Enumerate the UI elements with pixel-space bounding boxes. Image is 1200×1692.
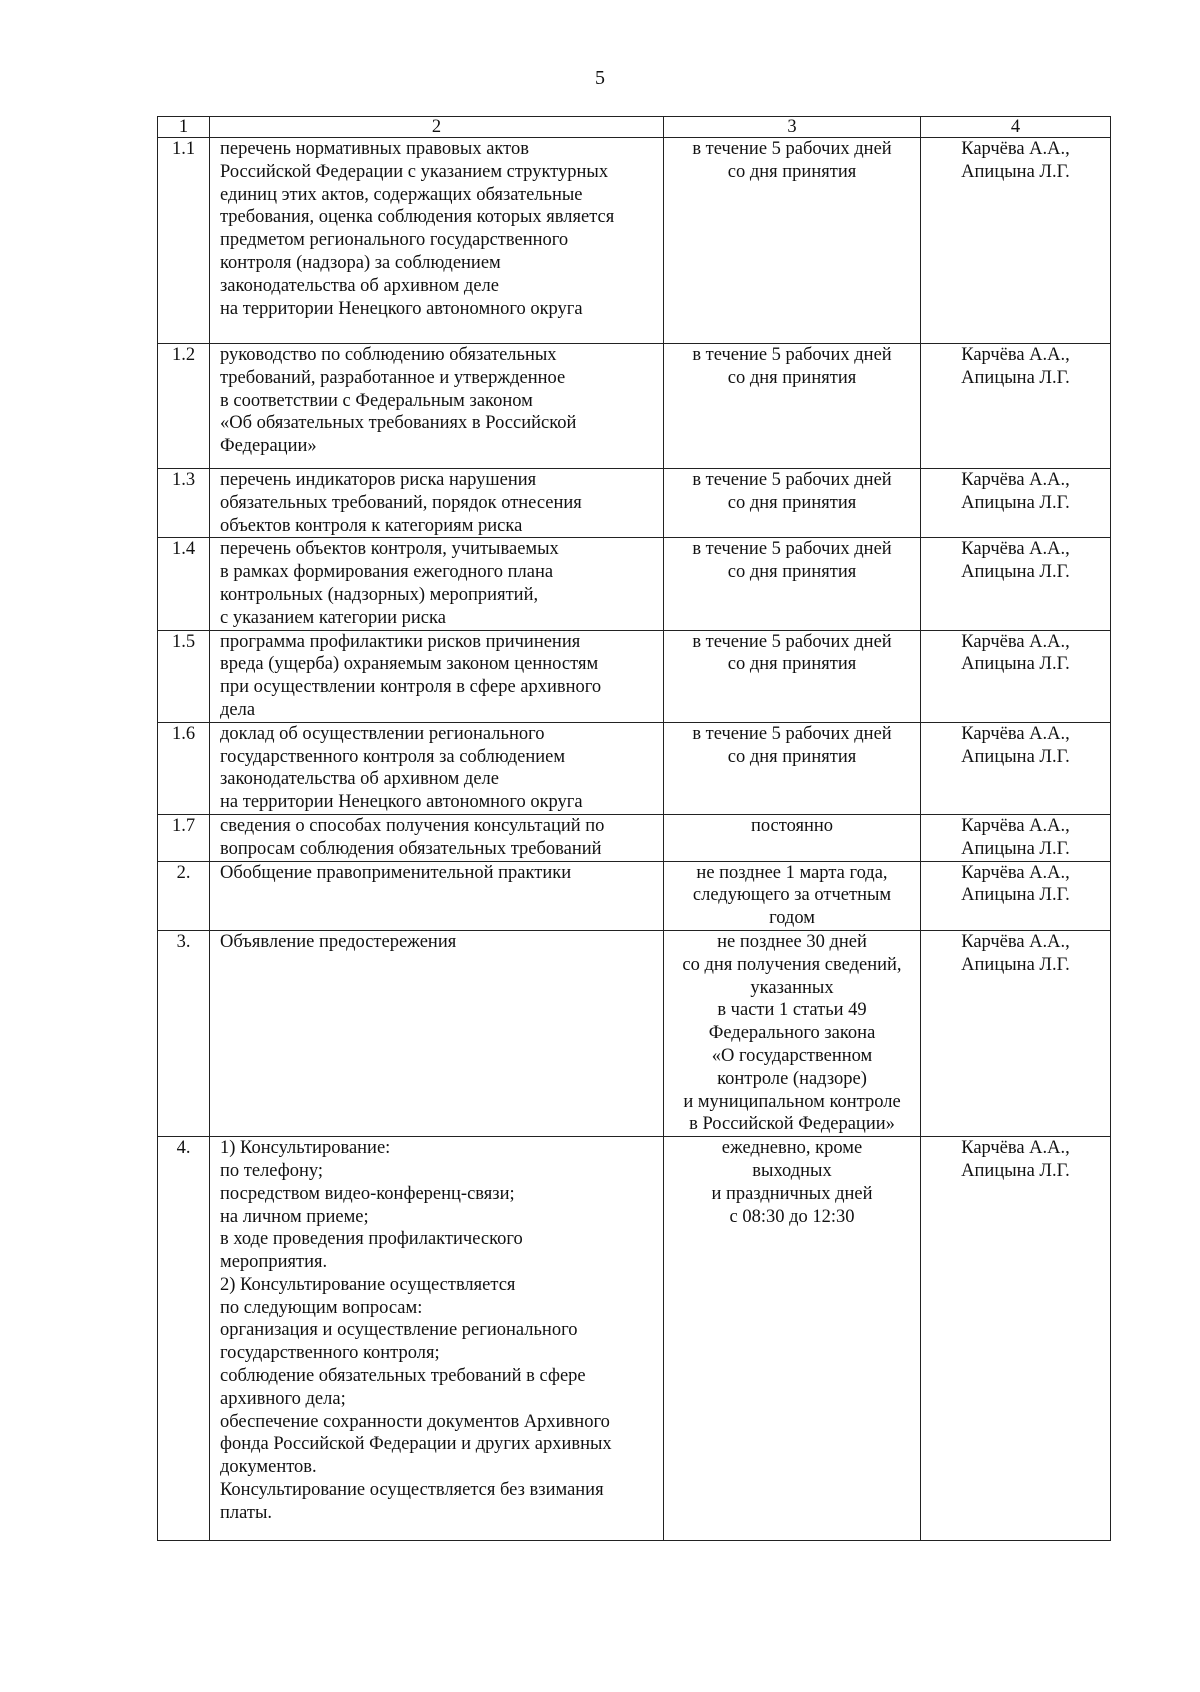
term-cell xyxy=(664,930,921,1136)
measure-cell xyxy=(210,469,664,538)
measure-cell-line: 1) Консультирование: xyxy=(220,1138,391,1159)
term-cell-line: ежедневно, кроме xyxy=(721,1138,863,1159)
measure-cell-line: при осуществлении контроля в сфере архивного xyxy=(220,677,602,698)
measure-cell xyxy=(210,538,664,630)
measure-cell-line: Российской Федерации с указанием структурных xyxy=(220,161,609,182)
measure-cell-line: организация и осуществление регионального xyxy=(220,1320,578,1341)
row-number-cell: 3. xyxy=(158,930,210,1136)
responsible-cell xyxy=(921,930,1111,1136)
measure-cell-line: на территории Ненецкого автономного округа xyxy=(220,792,583,813)
measure-cell-line: с указанием категории риска xyxy=(220,607,446,628)
term-cell-line: не позднее 1 марта года, xyxy=(696,862,888,883)
responsible-cell xyxy=(921,344,1111,469)
responsible-cell-line: Карчёва А.А., xyxy=(961,931,1070,952)
responsible-cell-line: Карчёва А.А., xyxy=(961,470,1070,490)
term-cell-line: годом xyxy=(769,908,815,929)
responsible-cell-line: Апицына Л.Г. xyxy=(961,161,1070,182)
measure-cell-line: вреда (ущерба) охраняемым законом ценностям xyxy=(220,654,599,675)
term-cell-line: в течение 5 рабочих дней xyxy=(692,470,892,490)
table-row xyxy=(158,722,1111,814)
term-cell-line: не позднее 30 дней xyxy=(717,931,867,952)
measure-cell-line: обеспечение сохранности документов Архивного xyxy=(220,1411,610,1432)
table-row xyxy=(158,1137,1111,1541)
responsible-cell-line: Апицына Л.Г. xyxy=(961,654,1070,675)
header-cell-measure: 2 xyxy=(210,117,664,138)
measure-cell-line: государственного контроля за соблюдением xyxy=(220,746,566,767)
measure-cell-line: Объявление предостережения xyxy=(220,931,457,952)
term-cell-line: в течение 5 рабочих дней xyxy=(692,539,892,560)
responsible-cell-line: Апицына Л.Г. xyxy=(961,885,1070,906)
measure-cell xyxy=(210,930,664,1136)
term-cell xyxy=(664,861,921,930)
term-cell-line: со дня принятия xyxy=(727,746,857,767)
responsible-cell xyxy=(921,138,1111,344)
responsible-cell-line: Карчёва А.А., xyxy=(961,139,1070,159)
row-number-cell: 1.6 xyxy=(158,722,210,814)
measure-cell xyxy=(210,861,664,930)
measure-cell xyxy=(210,1137,664,1541)
responsible-cell-line: Апицына Л.Г. xyxy=(961,562,1070,583)
measure-cell-line: документов. xyxy=(220,1457,317,1478)
table-row xyxy=(158,344,1111,469)
term-cell xyxy=(664,814,921,861)
row-number-cell: 1.2 xyxy=(158,344,210,469)
term-cell-line: со дня принятия xyxy=(727,161,857,182)
table-row xyxy=(158,538,1111,630)
measure-cell-line: единиц этих актов, содержащих обязательные xyxy=(220,184,583,205)
measure-cell-line: на территории Ненецкого автономного округа xyxy=(220,298,583,319)
responsible-cell-line: Апицына Л.Г. xyxy=(961,954,1070,975)
row-number-cell: 1.3 xyxy=(158,469,210,538)
measure-cell-line: «Об обязательных требованиях в Российской xyxy=(220,413,577,434)
measure-cell-line: государственного контроля; xyxy=(220,1343,440,1364)
measure-cell-line: Федерации» xyxy=(220,436,317,457)
measure-cell-line: перечень нормативных правовых актов xyxy=(220,139,529,159)
measure-cell-line: Обобщение правоприменительной практики xyxy=(220,862,572,883)
term-cell-line: и муниципальном контроле xyxy=(683,1091,901,1112)
responsible-cell xyxy=(921,469,1111,538)
term-cell-line: в течение 5 рабочих дней xyxy=(692,345,892,365)
measure-cell-line: требования, оценка соблюдения которых является xyxy=(220,207,615,228)
measure-cell xyxy=(210,630,664,722)
measure-cell-line: соблюдение обязательных требований в сфере xyxy=(220,1366,586,1387)
row-number-cell: 2. xyxy=(158,861,210,930)
measure-cell-line: программа профилактики рисков причинения xyxy=(220,631,581,652)
measure-cell-line: платы. xyxy=(220,1502,273,1523)
measure-cell-line: законодательства об архивном деле xyxy=(220,769,499,790)
header-cell-responsible: 4 xyxy=(921,117,1111,138)
table-row xyxy=(158,861,1111,930)
responsible-cell-line: Апицына Л.Г. xyxy=(961,492,1070,513)
term-cell-line: следующего за отчетным xyxy=(692,885,892,906)
header-cell-term: 3 xyxy=(664,117,921,138)
measure-cell-line: фонда Российской Федерации и других архивных xyxy=(220,1434,612,1455)
responsible-cell xyxy=(921,538,1111,630)
term-cell xyxy=(664,1137,921,1541)
measure-cell xyxy=(210,138,664,344)
header-cell-num: 1 xyxy=(158,117,210,138)
measure-cell-line: перечень индикаторов риска нарушения xyxy=(220,470,537,490)
measure-cell-line: на личном приеме; xyxy=(220,1206,369,1227)
table-row xyxy=(158,469,1111,538)
term-cell-line: «О государственном xyxy=(711,1045,873,1066)
term-cell-line: со дня принятия xyxy=(727,562,857,583)
measure-cell-line: вопросам соблюдения обязательных требований xyxy=(220,838,602,859)
measure-cell-line: контроля (надзора) за соблюдением xyxy=(220,252,501,273)
responsible-cell-line: Апицына Л.Г. xyxy=(961,746,1070,767)
measure-cell-line: по следующим вопросам: xyxy=(220,1297,423,1318)
term-cell xyxy=(664,344,921,469)
term-cell xyxy=(664,722,921,814)
measure-cell-line: Консультирование осуществляется без взимания xyxy=(220,1480,604,1501)
measure-cell-line: 2) Консультирование осуществляется xyxy=(220,1274,516,1295)
measure-cell-line: в ходе проведения профилактического xyxy=(220,1229,523,1250)
responsible-cell-line: Карчёва А.А., xyxy=(961,539,1070,560)
term-cell xyxy=(664,630,921,722)
responsible-cell xyxy=(921,630,1111,722)
table-row xyxy=(158,138,1111,344)
term-cell-line: со дня принятия xyxy=(727,492,857,513)
row-number-cell: 1.4 xyxy=(158,538,210,630)
term-cell-line: в течение 5 рабочих дней xyxy=(692,139,892,159)
measure-cell-line: дела xyxy=(220,699,256,720)
term-cell-line: в течение 5 рабочих дней xyxy=(692,631,892,652)
term-cell xyxy=(664,469,921,538)
row-number-cell: 1.7 xyxy=(158,814,210,861)
responsible-cell-line: Карчёва А.А., xyxy=(961,815,1070,836)
measure-cell-line: требований, разработанное и утвержденное xyxy=(220,367,566,388)
measure-cell-line: в рамках формирования ежегодного плана xyxy=(220,562,554,583)
row-number-cell: 4. xyxy=(158,1137,210,1541)
measure-cell-line: предметом регионального государственного xyxy=(220,230,569,251)
responsible-cell-line: Апицына Л.Г. xyxy=(961,1160,1070,1181)
measures-table xyxy=(157,116,1111,1541)
measure-cell-line: законодательства об архивном деле xyxy=(220,275,499,296)
term-cell-line: со дня получения сведений, xyxy=(682,954,902,975)
term-cell xyxy=(664,138,921,344)
term-cell-line: в Российской Федерации» xyxy=(689,1114,895,1135)
responsible-cell-line: Карчёва А.А., xyxy=(961,862,1070,883)
term-cell-line: указанных xyxy=(750,977,834,998)
measure-cell-line: сведения о способах получения консультаций по xyxy=(220,815,605,836)
responsible-cell xyxy=(921,722,1111,814)
measure-cell xyxy=(210,814,664,861)
responsible-cell-line: Карчёва А.А., xyxy=(961,631,1070,652)
term-cell xyxy=(664,538,921,630)
responsible-cell xyxy=(921,814,1111,861)
page-number: 5 xyxy=(595,67,605,89)
measure-cell xyxy=(210,722,664,814)
term-cell-line: в части 1 статьи 49 xyxy=(717,1000,867,1021)
measure-cell-line: обязательных требований, порядок отнесения xyxy=(220,492,582,513)
measure-cell-line: руководство по соблюдению обязательных xyxy=(220,345,557,365)
term-cell-line: контроле (надзоре) xyxy=(717,1068,867,1089)
row-number-cell: 1.5 xyxy=(158,630,210,722)
responsible-cell-line: Карчёва А.А., xyxy=(961,345,1070,365)
measure-cell-line: мероприятия. xyxy=(220,1252,328,1273)
responsible-cell-line: Карчёва А.А., xyxy=(961,723,1070,744)
term-cell-line: в течение 5 рабочих дней xyxy=(692,723,892,744)
term-cell-line: выходных xyxy=(752,1160,832,1181)
term-cell-line: со дня принятия xyxy=(727,654,857,675)
row-number-cell: 1.1 xyxy=(158,138,210,344)
term-cell-line: с 08:30 до 12:30 xyxy=(729,1206,855,1227)
responsible-cell-line: Карчёва А.А., xyxy=(961,1138,1070,1159)
term-cell-line: со дня принятия xyxy=(727,367,857,388)
responsible-cell-line: Апицына Л.Г. xyxy=(961,367,1070,388)
measure-cell-line: объектов контроля к категориям риска xyxy=(220,515,523,536)
measure-cell-line: по телефону; xyxy=(220,1160,324,1181)
measure-cell-line: контрольных (надзорных) мероприятий, xyxy=(220,584,539,605)
measure-cell-line: перечень объектов контроля, учитываемых xyxy=(220,539,559,560)
table-header-row xyxy=(158,117,1111,138)
measure-cell-line: доклад об осуществлении регионального xyxy=(220,723,545,744)
measure-cell xyxy=(210,344,664,469)
responsible-cell xyxy=(921,1137,1111,1541)
responsible-cell-line: Апицына Л.Г. xyxy=(961,838,1070,859)
table-row xyxy=(158,930,1111,1136)
responsible-cell xyxy=(921,861,1111,930)
table-row xyxy=(158,814,1111,861)
table-row xyxy=(158,630,1111,722)
measure-cell-line: посредством видео-конференц-связи; xyxy=(220,1183,515,1204)
term-cell-line: постоянно xyxy=(750,815,834,836)
measure-cell-line: в соответствии с Федеральным законом xyxy=(220,390,533,411)
term-cell-line: Федерального закона xyxy=(708,1023,876,1044)
measure-cell-line: архивного дела; xyxy=(220,1388,346,1409)
term-cell-line: и праздничных дней xyxy=(711,1183,873,1204)
